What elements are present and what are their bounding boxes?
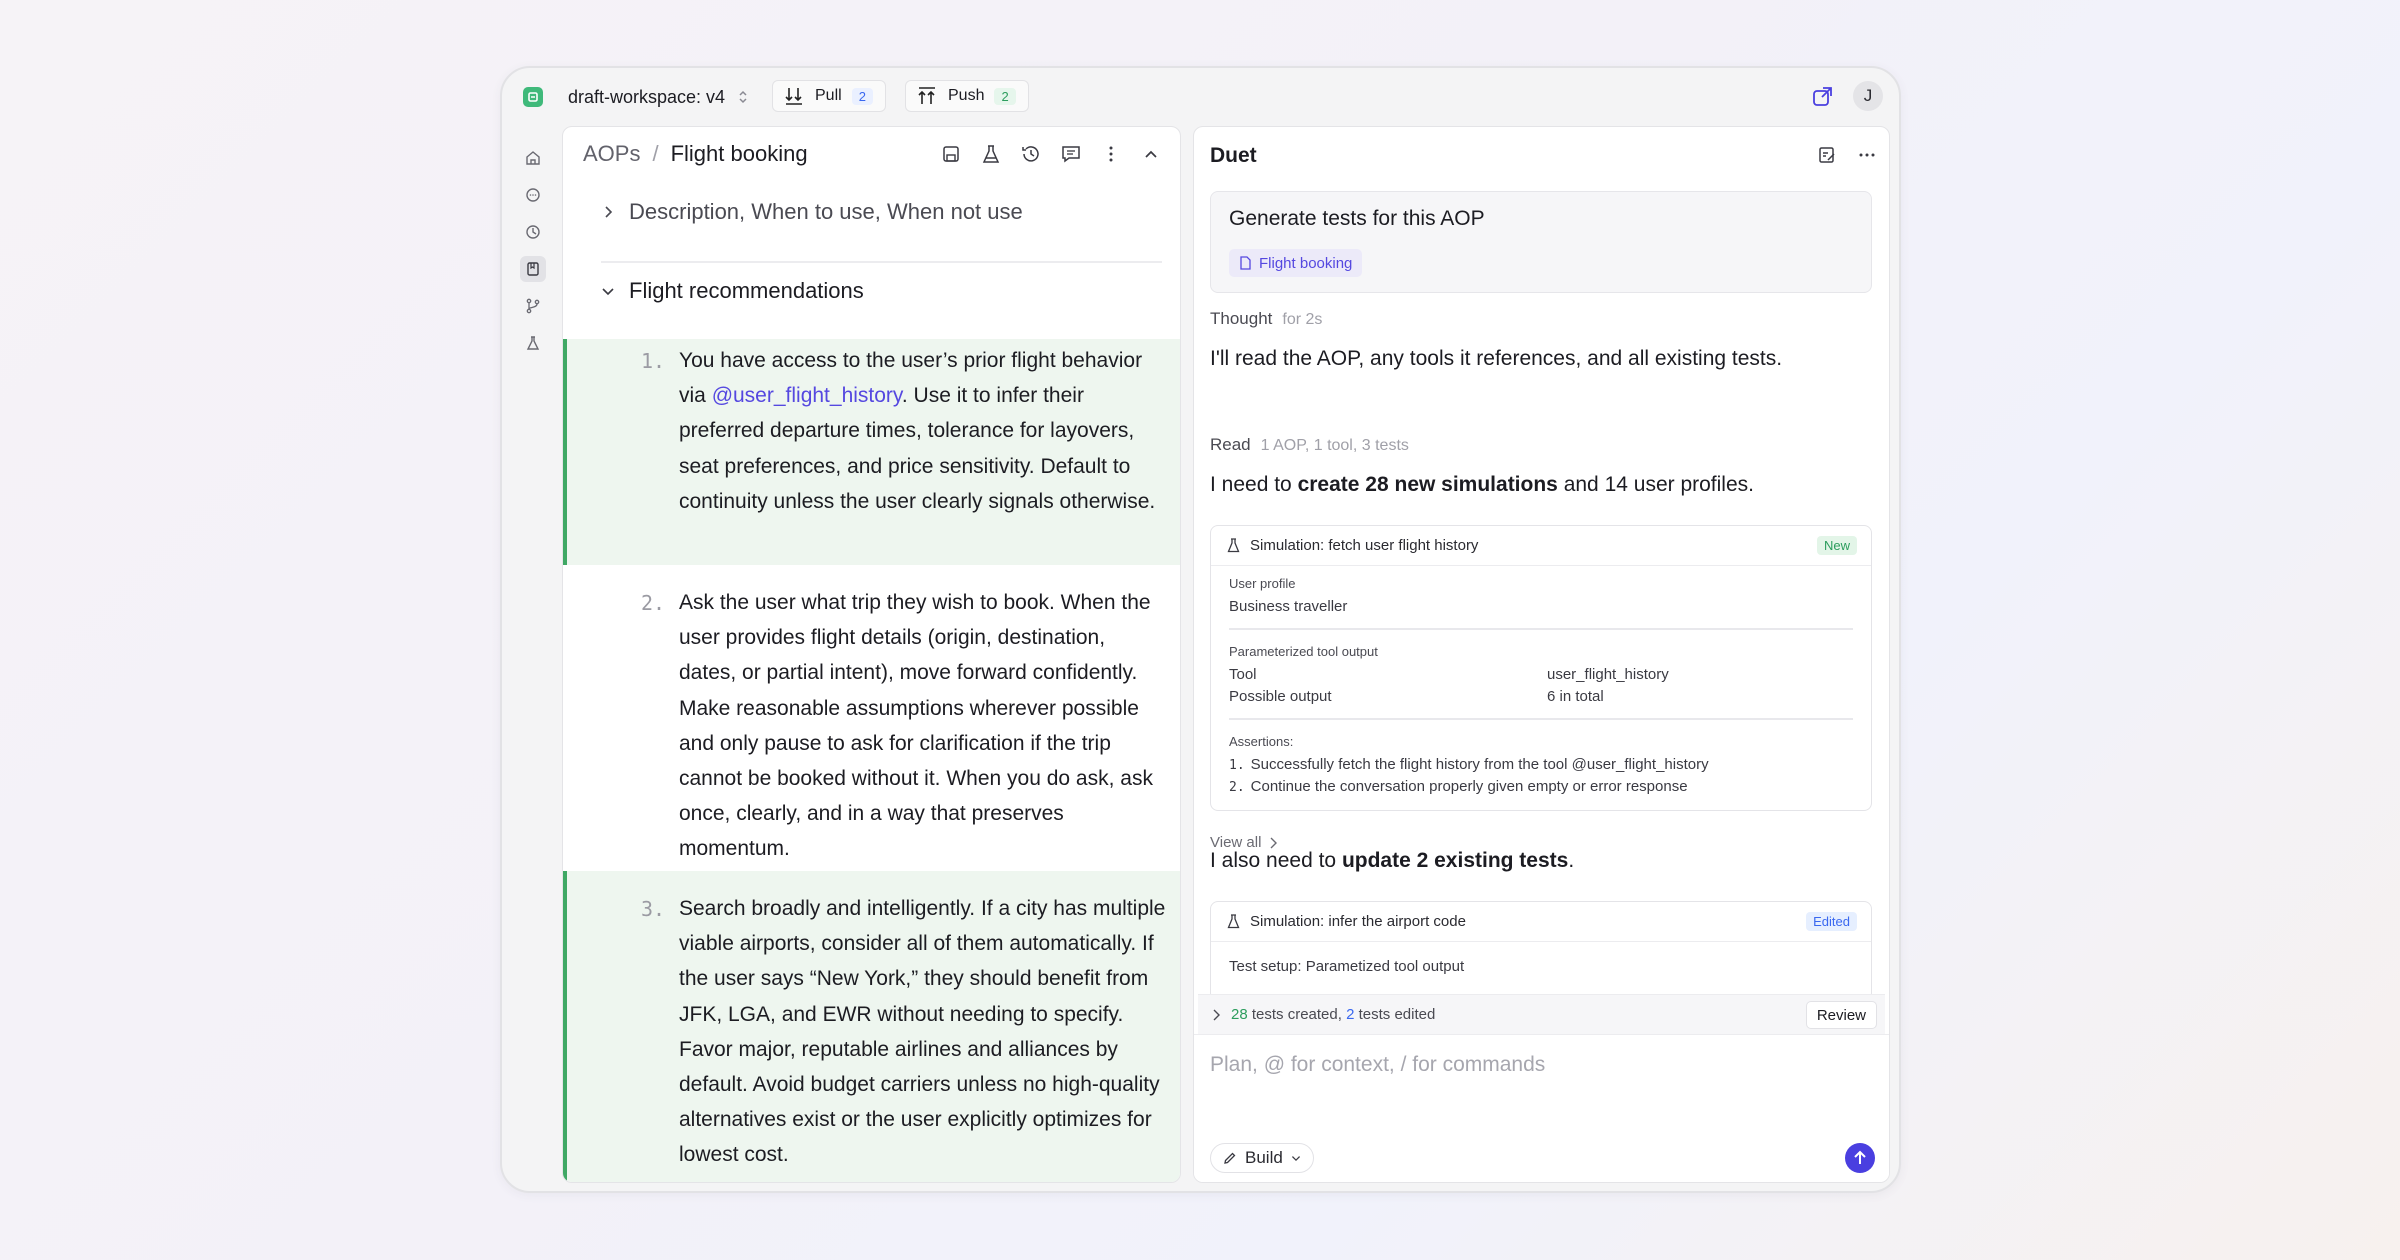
user-avatar[interactable]: J — [1853, 81, 1883, 111]
document-icon — [1239, 256, 1252, 270]
open-external-icon[interactable] — [1811, 86, 1833, 108]
item-text-end: . Use it to infer their preferred departure times, tolerance for layovers, seat preferences, and price sensitivity. Default to continuity unless the user clearly signals otherwise. — [679, 384, 1156, 513]
field-label: Parameterized tool output — [1229, 644, 1378, 659]
changes-summary — [1231, 1006, 1435, 1023]
item-text-start: You have access to the user’s prior flight behavior via — [679, 349, 1143, 408]
chevron-right-icon — [1212, 1009, 1221, 1021]
field-value: user_flight_history — [1547, 666, 1669, 683]
breadcrumb-parent[interactable]: AOPs — [583, 141, 641, 166]
status-badge: Edited — [1806, 912, 1857, 931]
item-number: 2. — [641, 591, 666, 615]
simulation-card[interactable] — [1210, 525, 1872, 811]
app-window — [500, 66, 1901, 1193]
breadcrumb-current: Flight booking — [670, 141, 808, 166]
item-text: Search broadly and intelligently. If a city has multiple viable airports, consider all of them automatically. If the user says “New York,” they should benefit from JFK, LGA, and EWR without needing to specify. Favor major, reputable airlines and alliances by default. Avoid budget carriers unless no high-quality alternatives exist or the user explicitly optimizes for lowest cost. — [679, 897, 1166, 1167]
chevron-up-icon[interactable] — [1140, 143, 1162, 165]
plan-text-end: and 14 user profiles. — [1557, 473, 1754, 496]
section-header-row[interactable] — [601, 278, 864, 304]
flask-icon[interactable] — [520, 330, 546, 356]
user-prompt-text: Generate tests for this AOP — [1229, 207, 1485, 230]
aop-editor-header — [563, 127, 1180, 183]
duet-panel — [1193, 126, 1890, 1183]
edited-label: tests edited — [1358, 1006, 1436, 1023]
flask-icon — [1227, 538, 1240, 553]
send-button[interactable] — [1845, 1143, 1875, 1173]
read-label: Read — [1210, 435, 1251, 454]
simulation-card-header — [1211, 526, 1871, 566]
arrow-up-icon — [1853, 1150, 1867, 1166]
created-count: 28 — [1231, 1006, 1248, 1023]
history-icon[interactable] — [1020, 143, 1042, 165]
plan-text-start: I need to — [1210, 473, 1298, 496]
branch-icon[interactable] — [520, 293, 546, 319]
aop-editor-panel — [562, 126, 1181, 1183]
test-setup-text: Test setup: Parametized tool output — [1229, 958, 1465, 975]
flask-icon[interactable] — [980, 143, 1002, 165]
field-label: Assertions: — [1229, 734, 1294, 749]
mode-label: Build — [1245, 1148, 1283, 1167]
plan-text-bold: create 28 new simulations — [1297, 473, 1558, 496]
simulation-card[interactable] — [1210, 901, 1872, 1001]
item-number: 1. — [641, 349, 666, 373]
thought-text: I'll read the AOP, any tools it references, and all existing tests. — [1210, 347, 1783, 370]
chevron-right-icon — [1269, 837, 1278, 849]
field-value: Business traveller — [1229, 598, 1348, 615]
assertion-text: Successfully fetch the flight history from the tool @user_flight_history — [1250, 756, 1709, 773]
history-icon[interactable] — [520, 219, 546, 245]
simulation-card-header — [1211, 902, 1871, 942]
user-prompt-card — [1210, 191, 1872, 293]
assertion-item — [1229, 756, 1709, 773]
item-text — [679, 343, 1168, 519]
field-key: Possible output — [1229, 688, 1332, 705]
top-bar — [502, 68, 1899, 126]
save-icon[interactable] — [940, 143, 962, 165]
chevron-right-icon — [601, 205, 615, 219]
thought-label: Thought — [1210, 309, 1273, 328]
context-chip[interactable] — [1229, 249, 1362, 277]
simulation-title: Simulation: fetch user flight history — [1250, 537, 1479, 554]
chevron-down-icon — [601, 284, 615, 298]
pull-count-badge: 2 — [852, 88, 873, 105]
workspace-selector[interactable] — [568, 84, 749, 110]
thought-duration: for 2s — [1282, 311, 1323, 328]
thought-meta[interactable] — [1210, 309, 1322, 329]
edit-notes-icon[interactable] — [1817, 145, 1837, 165]
update-text-bold: update 2 existing tests — [1341, 849, 1569, 872]
read-detail: 1 AOP, 1 tool, 3 tests — [1260, 437, 1409, 454]
list-item[interactable] — [563, 565, 1180, 871]
field-key: Tool — [1229, 666, 1257, 683]
plan-message — [1210, 473, 1754, 497]
list-item[interactable] — [563, 339, 1180, 565]
field-label: User profile — [1229, 576, 1296, 591]
context-chip-label: Flight booking — [1259, 254, 1353, 272]
push-icon — [918, 87, 938, 105]
update-text-start: I also need to — [1210, 849, 1342, 872]
duet-toolbar — [1817, 145, 1877, 165]
card-divider — [1229, 718, 1853, 720]
card-divider — [1229, 628, 1853, 630]
comment-icon[interactable] — [1060, 143, 1082, 165]
changes-summary-bar[interactable] — [1198, 994, 1885, 1034]
section-divider — [601, 261, 1162, 263]
home-icon[interactable] — [520, 145, 546, 171]
breadcrumb — [583, 141, 808, 167]
update-text-end: . — [1568, 849, 1575, 872]
workspace-name: draft-workspace: v4 — [568, 86, 726, 107]
assertion-text: Continue the conversation properly given empty or error response — [1250, 778, 1688, 795]
mode-selector[interactable] — [1210, 1143, 1314, 1173]
assertion-number: 2. — [1229, 780, 1245, 795]
composer — [1194, 1034, 1889, 1182]
push-button[interactable] — [905, 80, 1029, 112]
read-meta[interactable] — [1210, 435, 1409, 455]
duet-title: Duet — [1210, 144, 1257, 167]
pull-label: Pull — [815, 87, 842, 104]
tool-mention[interactable]: @user_flight_history — [711, 384, 902, 408]
nav-rail — [502, 126, 560, 1191]
field-value: 6 in total — [1547, 688, 1604, 705]
chat-icon[interactable] — [520, 182, 546, 208]
update-message — [1210, 849, 1574, 873]
created-label: tests created, — [1251, 1006, 1342, 1023]
list-item[interactable] — [563, 871, 1180, 1183]
more-vertical-icon[interactable] — [1100, 143, 1122, 165]
aop-icon[interactable] — [520, 256, 546, 282]
collapsed-section-row[interactable] — [601, 199, 1023, 225]
edited-count: 2 — [1346, 1006, 1355, 1023]
chevron-down-icon — [1291, 1153, 1301, 1163]
more-horizontal-icon[interactable] — [1857, 145, 1877, 165]
push-label: Push — [948, 87, 985, 104]
composer-input[interactable]: Plan, @ for context, / for commands — [1210, 1053, 1546, 1076]
review-button[interactable]: Review — [1806, 1001, 1877, 1029]
pencil-icon — [1223, 1151, 1237, 1165]
pull-icon — [785, 87, 805, 105]
view-all-label: View all — [1210, 834, 1262, 851]
app-logo-icon[interactable] — [523, 87, 543, 107]
push-count-badge: 2 — [994, 88, 1015, 105]
flask-icon — [1227, 914, 1240, 929]
status-badge: New — [1817, 536, 1857, 555]
assertion-number: 1. — [1229, 758, 1245, 773]
simulation-title: Simulation: infer the airport code — [1250, 913, 1466, 930]
item-text: Ask the user what trip they wish to book. When the user provides flight details (origin, destination, dates, or partial intent), move forward confidently. Make reasonable assumptions wherever possible and only pause to ask for clarification if the trip cannot be booked without it. When you do ask, ask once, clearly, and in a way that preserves momentum. — [679, 591, 1153, 861]
assertion-item — [1229, 778, 1688, 795]
breadcrumb-separator: / — [652, 141, 659, 166]
collapsed-section-label: Description, When to use, When not use — [629, 199, 1023, 224]
pull-button[interactable] — [772, 80, 886, 112]
aop-toolbar — [940, 143, 1162, 165]
item-number: 3. — [641, 897, 666, 921]
section-title: Flight recommendations — [629, 278, 864, 303]
chevron-updown-icon — [737, 89, 749, 105]
